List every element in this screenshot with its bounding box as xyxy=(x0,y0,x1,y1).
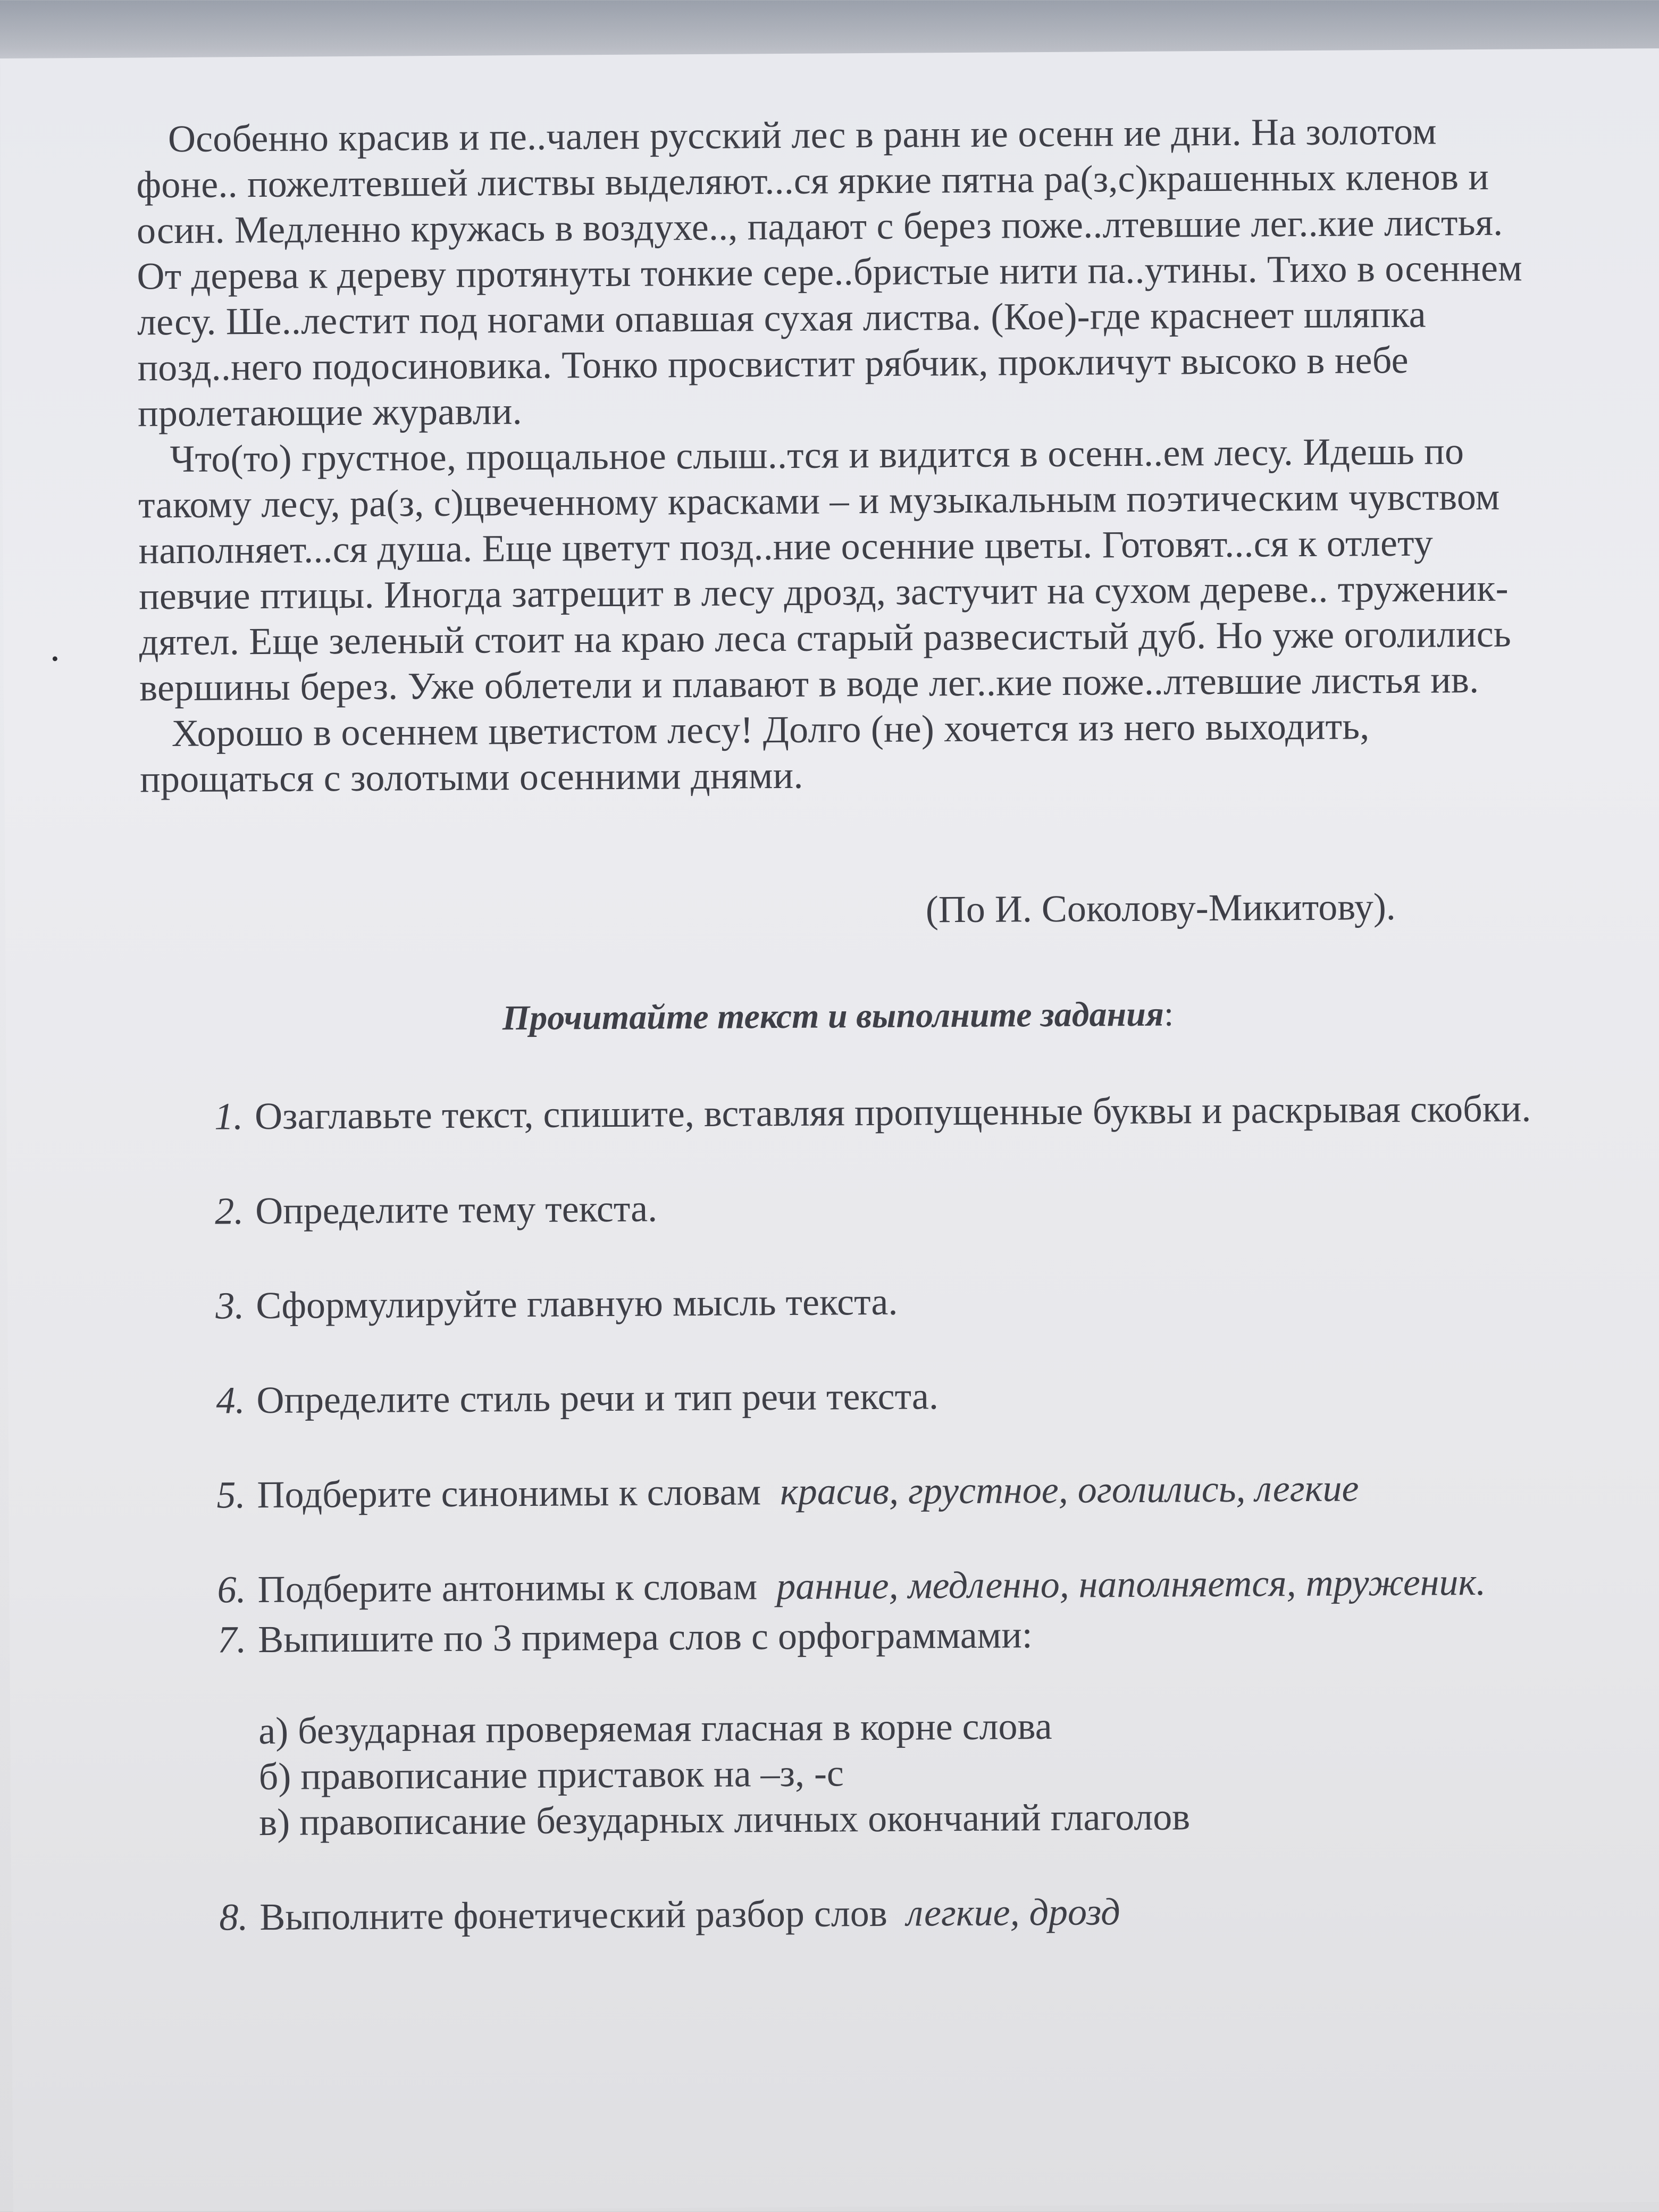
task-list xyxy=(190,1085,1540,1940)
task-item-6: 6. Подберите антонимы к словам ранние, медленно, наполняется, труженик. xyxy=(217,1560,1486,1611)
task-item-3: 3. Сформулируйте главную мысль текста. xyxy=(215,1280,898,1327)
task-item-4: 4. Определите стиль речи и тип речи текста. xyxy=(216,1375,939,1422)
subitem-b: б) правописание приставок на –з, -с xyxy=(258,1752,844,1798)
text-paragraph-2: Что(то) грустное, прощальное слыш..тся и видится в осенн..ем лесу. Идешь по такому лесу, ра(з, с)цвеченному красками – и музыкальным поэтическим чувством наполняет...ся душа. Еще цветут позд..ние осенние цветы. Готовят...ся к отлету певчие птицы. Иногда затрещит в лесу дрозд, застучит на сухом дереве.. труженик-дятел. Еще зеленый стоит на краю леса старый развесистый дуб. Но уже оголились вершины берез. Уже облетели и плавают в воде лег..кие поже..лтевшие листья ив. xyxy=(138,430,1512,709)
tasks-heading: Прочитайте текст и выполните задания: xyxy=(502,994,1174,1038)
task-item-2: 2. Определите тему текста. xyxy=(215,1187,658,1233)
task-item-8: 8. Выполните фонетический разбор слов легкие, дрозд xyxy=(219,1890,1120,1939)
task-item-5: 5. Подберите синонимы к словам красив, грустное, оголились, легкие xyxy=(216,1467,1359,1516)
task-item-1: 1. Озаглавьте текст, спишите, вставляя пропущенные буквы и раскрывая скобки. xyxy=(214,1087,1531,1138)
document-content xyxy=(136,107,1540,1989)
paper-sheet xyxy=(0,48,1659,2212)
subitem-a: а) безударная проверяемая гласная в корне слова xyxy=(258,1704,1052,1753)
task-item-7: 7. Выпишите по 3 примера слов с орфограммами: а) безударная проверяемая гласная в корне слова б) правописание приставок на –з, -с в) правописание безударных личных окончаний глаголов xyxy=(193,1608,1540,1845)
ink-dot xyxy=(53,656,57,661)
text-paragraph-1: Особенно красив и пе..чален русский лес в ранн ие осенн ие дни. На золотом фоне.. пожелтевшей листвы выделяют...ся яркие пятна ра(з,с)крашенных кленов и осин. Медленно кружась в воздухе.., падают с берез поже..лтевшие лег..кие листья. От дерева к дереву протянуты тонкие сере..бристые нити па..утины. Тихо в осеннем лесу. Ше..лестит под ногами опавшая сухая листва. (Кое)-где краснеет шляпка позд..него подосиновика. Тонко просвистит рябчик, прокличут высоко в небе пролетающие журавли. xyxy=(136,110,1523,435)
author-attribution: (По И. Соколову-Микитову). xyxy=(925,885,1396,931)
task-7-subitems xyxy=(258,1700,1540,1845)
text-paragraph-3: Хорошо в осеннем цветистом лесу! Долго (не) хочется из него выходить, прощаться с золотыми осенними днями. xyxy=(140,705,1370,801)
subitem-c: в) правописание безударных личных окончаний глаголов xyxy=(259,1795,1191,1844)
